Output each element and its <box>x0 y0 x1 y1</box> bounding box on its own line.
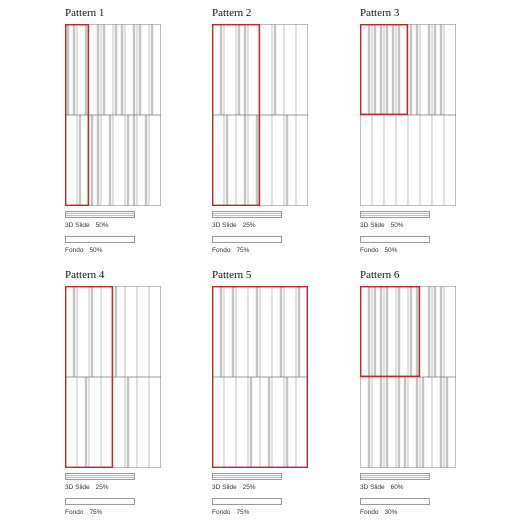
slide-legend <box>212 484 256 492</box>
slide-percent: 25% <box>242 484 256 491</box>
slide-stripe <box>380 377 382 468</box>
pattern-title: Pattern 3 <box>360 7 400 19</box>
slide-stripe <box>280 286 282 377</box>
fondo-swatch <box>65 236 135 243</box>
slide-stripe <box>151 24 153 115</box>
slide-stripe <box>416 286 418 377</box>
slide-legend <box>65 484 109 492</box>
slide-legend <box>65 222 109 230</box>
fondo-percent: 75% <box>236 509 250 516</box>
slide-stripe <box>67 24 69 115</box>
slide-stripe <box>97 115 99 206</box>
slide-percent: 25% <box>242 222 256 229</box>
fondo-label: Fondo <box>212 509 231 516</box>
slide-stripe <box>374 24 376 115</box>
fondo-legend <box>360 247 397 255</box>
slide-stripe <box>256 115 258 206</box>
slide-swatch <box>212 211 282 218</box>
slide-stripe <box>386 24 388 115</box>
slide-swatch <box>65 473 135 480</box>
slide-stripe <box>238 24 240 115</box>
slide-label: 3D Slide <box>65 222 90 229</box>
slide-stripe <box>398 286 400 377</box>
slide-swatch <box>360 211 430 218</box>
slide-stripe <box>416 377 418 468</box>
fondo-label: Fondo <box>360 247 379 254</box>
slide-stripe <box>79 115 81 206</box>
pattern-diagram <box>65 24 161 206</box>
slide-stripe <box>145 115 147 206</box>
slide-swatch <box>212 473 282 480</box>
slide-stripe <box>368 24 370 115</box>
slide-stripe <box>109 115 111 206</box>
slide-stripe <box>386 377 388 468</box>
pattern-card-6 <box>360 268 510 523</box>
pattern-card-5 <box>212 268 362 523</box>
slide-stripe <box>416 24 418 115</box>
slide-percent: 50% <box>390 222 404 229</box>
slide-stripe <box>226 115 228 206</box>
slide-label: 3D Slide <box>212 222 237 229</box>
slide-stripe <box>127 115 129 206</box>
fondo-label: Fondo <box>65 509 84 516</box>
slide-stripe <box>268 377 270 468</box>
slide-stripe <box>398 377 400 468</box>
slide-swatch <box>360 473 430 480</box>
slide-percent: 60% <box>390 484 404 491</box>
fondo-swatch <box>360 236 430 243</box>
pattern-diagram <box>212 24 308 206</box>
pattern-title: Pattern 6 <box>360 269 400 281</box>
slide-stripe <box>85 377 87 468</box>
slide-stripe <box>286 377 288 468</box>
slide-label: 3D Slide <box>212 484 237 491</box>
slide-legend <box>360 222 404 230</box>
pattern-diagram <box>360 286 456 468</box>
slide-stripe <box>139 24 141 115</box>
slide-stripe <box>115 24 117 115</box>
fondo-legend <box>360 509 397 517</box>
slide-stripe <box>440 377 442 468</box>
slide-legend <box>360 484 404 492</box>
fondo-label: Fondo <box>212 247 231 254</box>
fondo-legend <box>212 509 249 517</box>
slide-stripe <box>380 286 382 377</box>
fondo-legend <box>65 509 102 517</box>
slide-stripe <box>121 24 123 115</box>
slide-stripe <box>440 24 442 115</box>
fondo-percent: 50% <box>384 247 398 254</box>
fondo-label: Fondo <box>360 509 379 516</box>
slide-stripe <box>85 24 87 115</box>
slide-label: 3D Slide <box>360 484 385 491</box>
slide-stripe <box>368 286 370 377</box>
fondo-swatch <box>360 498 430 505</box>
slide-stripe <box>286 115 288 206</box>
pattern-card-2 <box>212 6 362 261</box>
slide-stripe <box>434 286 436 377</box>
slide-stripe <box>91 286 93 377</box>
pattern-title: Pattern 2 <box>212 7 252 19</box>
pattern-card-4 <box>65 268 215 523</box>
slide-stripe <box>392 24 394 115</box>
pattern-card-3 <box>360 6 510 261</box>
slide-percent: 25% <box>95 484 109 491</box>
fondo-label: Fondo <box>65 247 84 254</box>
slide-stripe <box>410 24 412 115</box>
fondo-legend <box>65 247 102 255</box>
slide-stripe <box>127 377 129 468</box>
fondo-swatch <box>212 236 282 243</box>
slide-stripe <box>428 24 430 115</box>
slide-stripe <box>374 286 376 377</box>
pattern-title: Pattern 1 <box>65 7 105 19</box>
slide-stripe <box>133 115 135 206</box>
fondo-percent: 30% <box>384 509 398 516</box>
fondo-percent: 50% <box>89 247 103 254</box>
pattern-card-1 <box>65 6 215 261</box>
slide-stripe <box>368 377 370 468</box>
pattern-diagram <box>360 24 456 206</box>
slide-stripe <box>220 286 222 377</box>
slide-stripe <box>398 24 400 115</box>
slide-swatch <box>65 211 135 218</box>
slide-stripe <box>133 24 135 115</box>
fondo-percent: 75% <box>236 247 250 254</box>
slide-stripe <box>103 24 105 115</box>
slide-stripe <box>232 286 234 377</box>
slide-legend <box>212 222 256 230</box>
slide-stripe <box>244 115 246 206</box>
slide-stripe <box>404 377 406 468</box>
slide-stripe <box>91 115 93 206</box>
fondo-swatch <box>212 498 282 505</box>
slide-stripe <box>446 377 448 468</box>
pattern-title: Pattern 4 <box>65 269 105 281</box>
slide-stripe <box>274 24 276 115</box>
slide-stripe <box>250 377 252 468</box>
slide-stripe <box>380 24 382 115</box>
fondo-percent: 75% <box>89 509 103 516</box>
slide-stripe <box>115 286 117 377</box>
slide-stripe <box>73 286 75 377</box>
slide-stripe <box>440 286 442 377</box>
pattern-title: Pattern 5 <box>212 269 252 281</box>
slide-percent: 50% <box>95 222 109 229</box>
slide-stripe <box>434 24 436 115</box>
slide-stripe <box>298 286 300 377</box>
pattern-diagram <box>65 286 161 468</box>
slide-stripe <box>256 286 258 377</box>
slide-stripe <box>386 286 388 377</box>
slide-stripe <box>410 286 412 377</box>
slide-stripe <box>244 24 246 115</box>
slide-stripe <box>422 377 424 468</box>
slide-stripe <box>428 286 430 377</box>
slide-stripe <box>97 24 99 115</box>
slide-stripe <box>73 24 75 115</box>
slide-label: 3D Slide <box>65 484 90 491</box>
slide-label: 3D Slide <box>360 222 385 229</box>
pattern-diagram <box>212 286 308 468</box>
slide-stripe <box>220 24 222 115</box>
fondo-swatch <box>65 498 135 505</box>
fondo-legend <box>212 247 249 255</box>
